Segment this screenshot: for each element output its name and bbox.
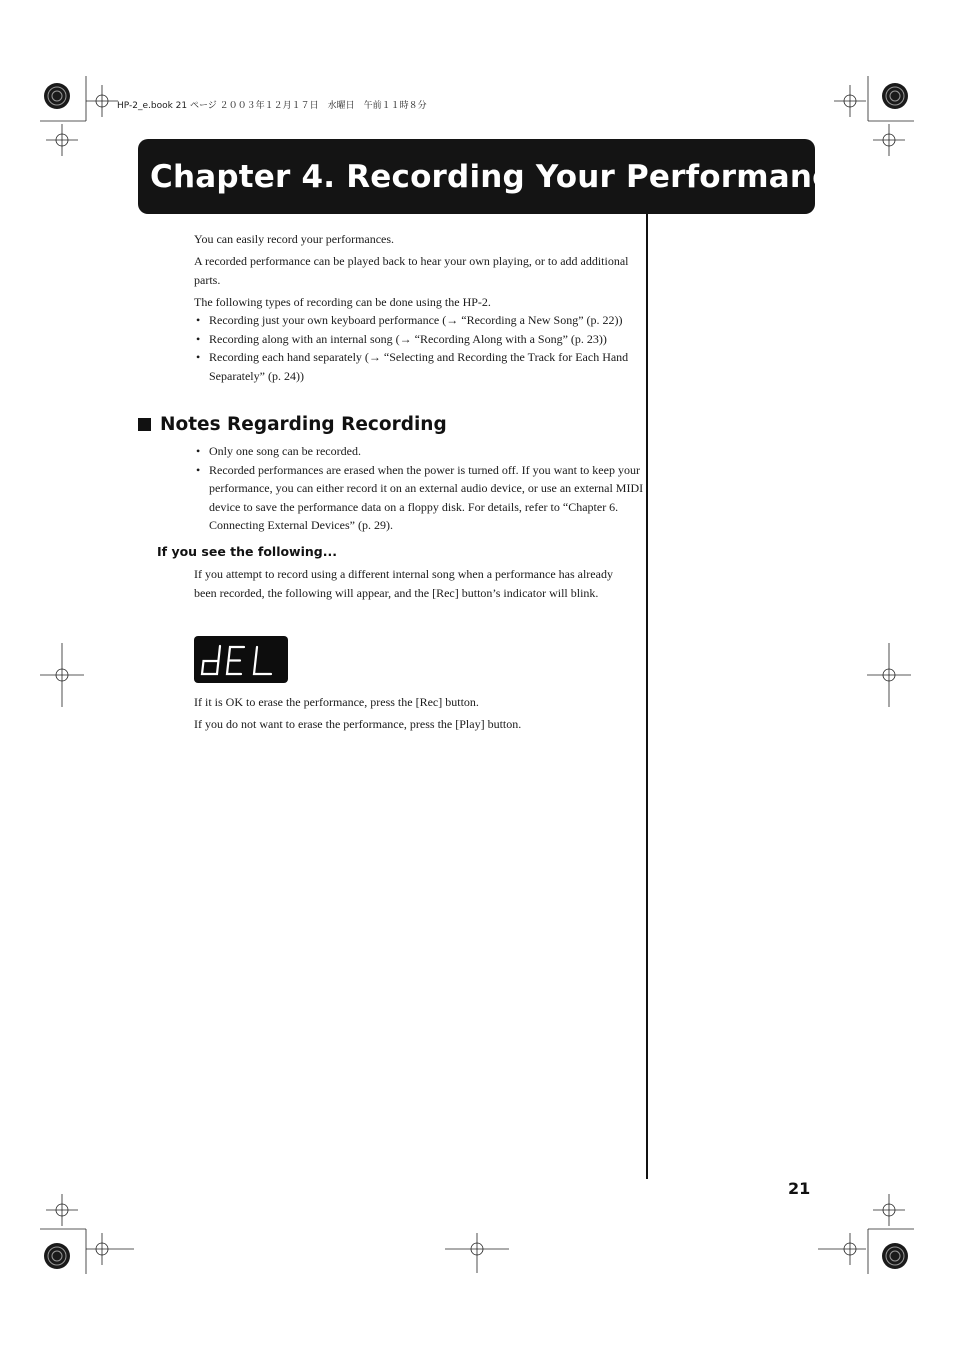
bullet-glyph: • (196, 313, 201, 327)
rec-instruction: If it is OK to erase the performance, press the [Rec] button. (194, 695, 479, 709)
list-item-text: Recorded performances are erased when the power is turned off. If you want to keep your performance, you can either record it on an external audio device, or use an external MIDI device to save the performance data on a floppy disk. For details, refer to “Chapter 6. Connecting External Devices” (p. 29). (209, 462, 644, 532)
page-number: 21 (788, 1179, 811, 1198)
square-bullet-icon (138, 418, 151, 431)
chapter-banner (138, 139, 852, 214)
list-item-text: Only one song can be recorded. (209, 444, 361, 458)
list-item-text: Recording just your own keyboard performance (→ “Recording a New Song” (p. 22)) (209, 313, 623, 327)
bullet-glyph: • (196, 462, 201, 477)
list-item (194, 461, 646, 535)
led-display (194, 636, 288, 683)
subheading: If you see the following... (157, 544, 337, 559)
list-item-text: Recording along with an internal song (→ “Recording Along with a Song” (p. 23)) (209, 331, 607, 346)
intro-paragraph-2: A recorded performance can be played back to hear your own playing, or to add additional parts. (194, 254, 629, 287)
warning-paragraph: If you attempt to record using a different internal song when a performance has already been recorded, the following will appear, and the [Rec] button’s indicator will blink. (194, 567, 613, 600)
play-instruction: If you do not want to erase the performance, press the [Play] button. (194, 717, 522, 731)
bullet-glyph: • (196, 331, 201, 346)
section-heading-text: Notes Regarding Recording (160, 414, 447, 435)
list-item-text: Recording each hand separately (→ “Selecting and Recording the Track for Each Hand Separately” (p. 24)) (209, 350, 629, 383)
section-heading (138, 414, 447, 435)
chapter-title: Chapter 4. Recording Your Performance (150, 158, 852, 195)
bullet-glyph: • (196, 350, 201, 364)
intro-paragraph-1: You can easily record your performances. (194, 232, 395, 246)
list-item (194, 442, 646, 461)
seven-segment-text-icon (194, 636, 288, 683)
intro-paragraph-3: The following types of recording can be done using the HP-2. (194, 295, 491, 309)
column-divider (646, 214, 648, 1179)
recording-types-list (194, 311, 646, 385)
print-header: HP-2_e.book 21 ページ ２００３年１２月１７日 水曜日 午前１１時８分 (117, 101, 427, 111)
list-item (194, 348, 646, 385)
list-item (194, 330, 646, 349)
notes-list (194, 442, 646, 535)
list-item (194, 311, 646, 330)
bullet-glyph: • (196, 444, 201, 458)
